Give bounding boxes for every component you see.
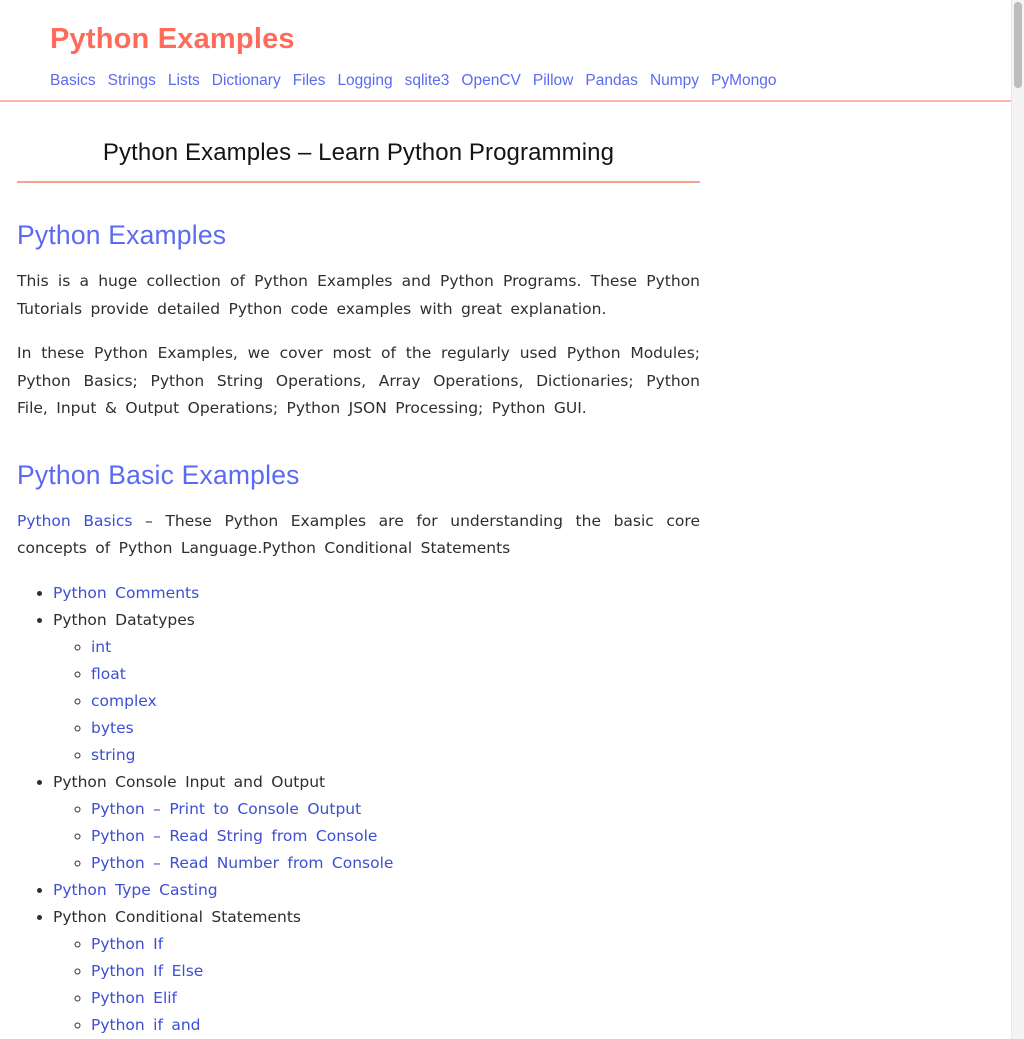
read-number-link[interactable]: Python – Read Number from Console [91,853,394,872]
intro-paragraph-2: In these Python Examples, we cover most of the regularly used Python Modules; Python Basics; Python String Operations, Array Operations, Dictionaries; Python File, Input & Output Operations; Python JSON Processing; Python GUI. [17,344,700,417]
nav-link-logging[interactable]: Logging [337,72,393,89]
int-link[interactable]: int [91,637,112,656]
list-item [91,823,700,850]
list-item [91,850,700,877]
conditional-sublist [53,931,700,1039]
basics-intro-text: – These Python Examples are for understanding the basic core concepts of Python Language.Python Conditional Statements [17,511,700,557]
list-item [53,769,700,877]
page-title: Python Examples – Learn Python Programming [102,139,615,166]
datatypes-sublist [53,634,700,769]
nav-link-pillow[interactable]: Pillow [532,72,574,89]
list-item [91,688,700,715]
string-link[interactable]: string [91,745,136,764]
nav-link-dictionary[interactable]: Dictionary [211,72,281,89]
list-item [53,904,700,1039]
basics-intro-paragraph [17,508,700,563]
site-logo[interactable]: Python Examples [50,23,295,55]
nav-link-sqlite3[interactable]: sqlite3 [404,72,450,89]
basic-examples-list [17,580,700,1039]
list-item [91,661,700,688]
list-item [91,931,700,958]
section-heading-python-basic-examples: Python Basic Examples [17,459,300,490]
bytes-link[interactable]: bytes [91,718,134,737]
type-casting-link[interactable]: Python Type Casting [53,880,218,899]
print-to-console-link[interactable]: Python – Print to Console Output [91,799,362,818]
nav-link-basics[interactable]: Basics [50,72,96,89]
list-item [91,1012,700,1039]
list-item-label: Python Console Input and Output [53,772,326,791]
read-string-link[interactable]: Python – Read String from Console [91,826,378,845]
list-item [53,877,700,904]
list-item [91,742,700,769]
main-nav [50,70,1024,91]
list-item-label: Python Conditional Statements [53,907,301,926]
python-comments-link[interactable]: Python Comments [53,583,200,602]
list-item [91,634,700,661]
nav-link-pandas[interactable]: Pandas [585,72,638,89]
float-link[interactable]: float [91,664,126,683]
console-io-sublist [53,796,700,877]
complex-link[interactable]: complex [91,691,157,710]
list-item [91,958,700,985]
scrollbar-thumb[interactable] [1014,2,1022,88]
nav-link-lists[interactable]: Lists [167,72,200,89]
nav-link-strings[interactable]: Strings [107,72,156,89]
intro-paragraph-1: This is a huge collection of Python Examples and Python Programs. These Python Tutorials provide detailed Python code examples with great explanation. [17,272,700,318]
nav-link-opencv[interactable]: OpenCV [461,72,521,89]
list-item-label: Python Datatypes [53,610,195,629]
python-if-and-link[interactable]: Python if and [91,1015,201,1034]
nav-link-pymongo[interactable]: PyMongo [711,72,777,89]
list-item [91,796,700,823]
python-if-link[interactable]: Python If [91,934,164,953]
python-basics-link[interactable]: Python Basics [17,511,133,530]
list-item [53,607,700,769]
site-header [0,0,1024,102]
list-item [91,985,700,1012]
list-item [53,580,700,607]
nav-link-numpy[interactable]: Numpy [649,72,700,89]
scrollbar-track[interactable] [1011,0,1024,1039]
nav-link-files[interactable]: Files [292,72,326,89]
main-content [17,138,700,1039]
list-item [91,715,700,742]
python-if-else-link[interactable]: Python If Else [91,961,204,980]
section-heading-python-examples: Python Examples [17,220,227,250]
python-elif-link[interactable]: Python Elif [91,988,178,1007]
title-divider [17,181,700,183]
